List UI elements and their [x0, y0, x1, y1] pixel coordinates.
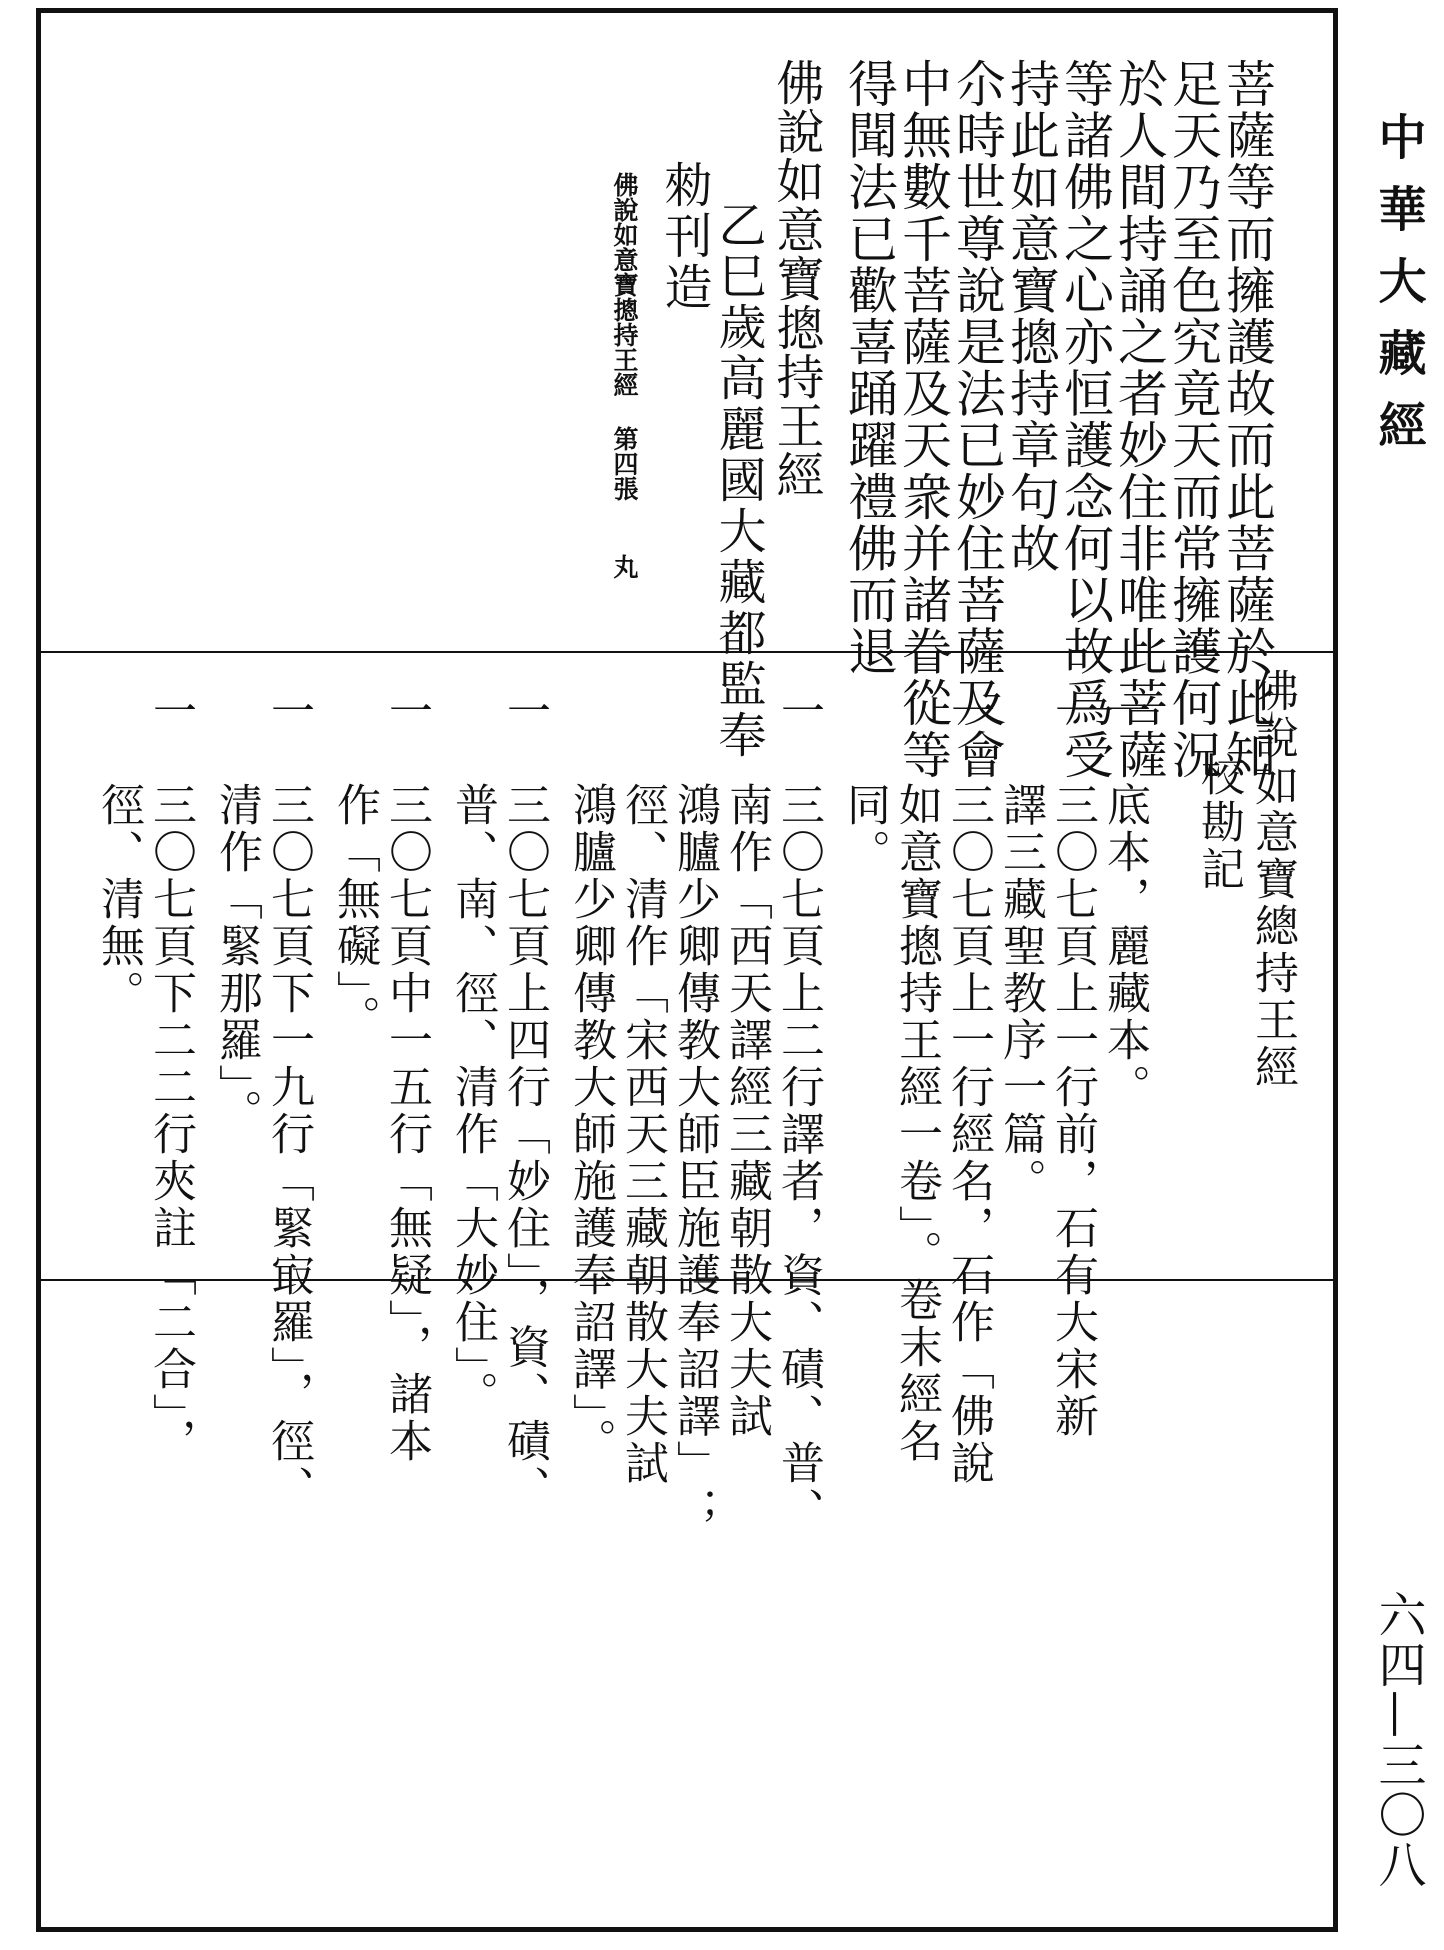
collation-note-line: 一 三〇七頁下二二行夾註「二合」，	[145, 688, 196, 1465]
sutra-text-column: 中無數千菩薩及天衆并諸眷從等	[894, 58, 952, 781]
collation-note-line: 一 三〇七頁上四行「妙住」，資、磧、	[499, 688, 550, 1512]
collation-note-line: 如意寶摠持王經一卷」。卷末經名	[891, 688, 942, 1465]
footer-sheet-number: 第四張	[610, 426, 639, 501]
sutra-text-column: 得聞法已歡喜踊躍禮佛而退	[840, 58, 898, 678]
collation-note-line: 一 三〇七頁上一行前，石有大宋新	[1047, 688, 1098, 1440]
collation-note-line: 清作「緊那羅」。	[211, 688, 262, 1136]
sutra-text-column: 足天乃至色究竟天而常擁護何況	[1164, 58, 1222, 781]
collation-heading-sub: 校勘記	[1193, 752, 1244, 893]
collation-note-line: 一 三〇七頁下一九行「緊㝡羅」，徑、	[263, 688, 314, 1512]
collation-note-line: 徑、清作「宋西天三藏朝散大夫試	[617, 688, 668, 1487]
colophon-line: 乙巳歲高麗國大藏都監奉	[710, 200, 766, 761]
collation-note-line: 作「無礙」。	[329, 688, 380, 1042]
collation-note-line: 南作「西天譯經三藏朝散大夫試	[721, 688, 772, 1440]
collection-title: 中華大藏經	[1370, 112, 1426, 472]
colophon-line: 勑刊造	[656, 160, 712, 313]
footer-carver-mark: 丸	[610, 554, 639, 579]
footer-sutra-title: 佛說如意寶摠持王經	[610, 172, 639, 397]
sutra-title: 佛說如意寶摠持王經	[768, 58, 824, 499]
collation-note-line: 一 底本，麗藏本。	[1099, 688, 1150, 1111]
collation-note-line: 鴻臚少卿傳教大師臣施護奉詔譯」；	[669, 688, 720, 1534]
collation-note-line: 一 三〇七頁上二行譯者，資、磧、普、	[773, 688, 824, 1534]
collation-note-line: 同。	[839, 688, 890, 876]
collation-note-line: 譯三藏聖教序一篇。	[995, 688, 1046, 1205]
collation-note-line: 徑、清無。	[93, 688, 144, 1017]
sutra-text-column: 尒時世尊說是法已妙住菩薩及會	[948, 58, 1006, 781]
collation-note-line: 普、南、徑、清作「大妙住」。	[447, 688, 498, 1418]
collation-note-line: 一 三〇七頁中一五行「無疑」，諸本	[381, 688, 432, 1465]
sutra-text-column: 菩薩等而擁護故而此菩薩於此知	[1218, 58, 1276, 781]
sutra-text-column: 於人間持誦之者妙住非唯此菩薩	[1110, 58, 1168, 781]
sutra-text-column: 等諸佛之心亦恒護念何以故爲受	[1056, 58, 1114, 781]
collation-note-line: 鴻臚少卿傳教大師施護奉詔譯」。	[565, 688, 616, 1465]
page-number: 六四—三〇八	[1370, 1590, 1426, 1890]
collation-heading-title: 佛說如意寶總持王經	[1247, 668, 1298, 1091]
collation-note-line: 一 三〇七頁上一行經名，石作「佛說	[943, 688, 994, 1487]
sutra-text-column: 持此如意寶摠持章句故	[1002, 58, 1060, 574]
